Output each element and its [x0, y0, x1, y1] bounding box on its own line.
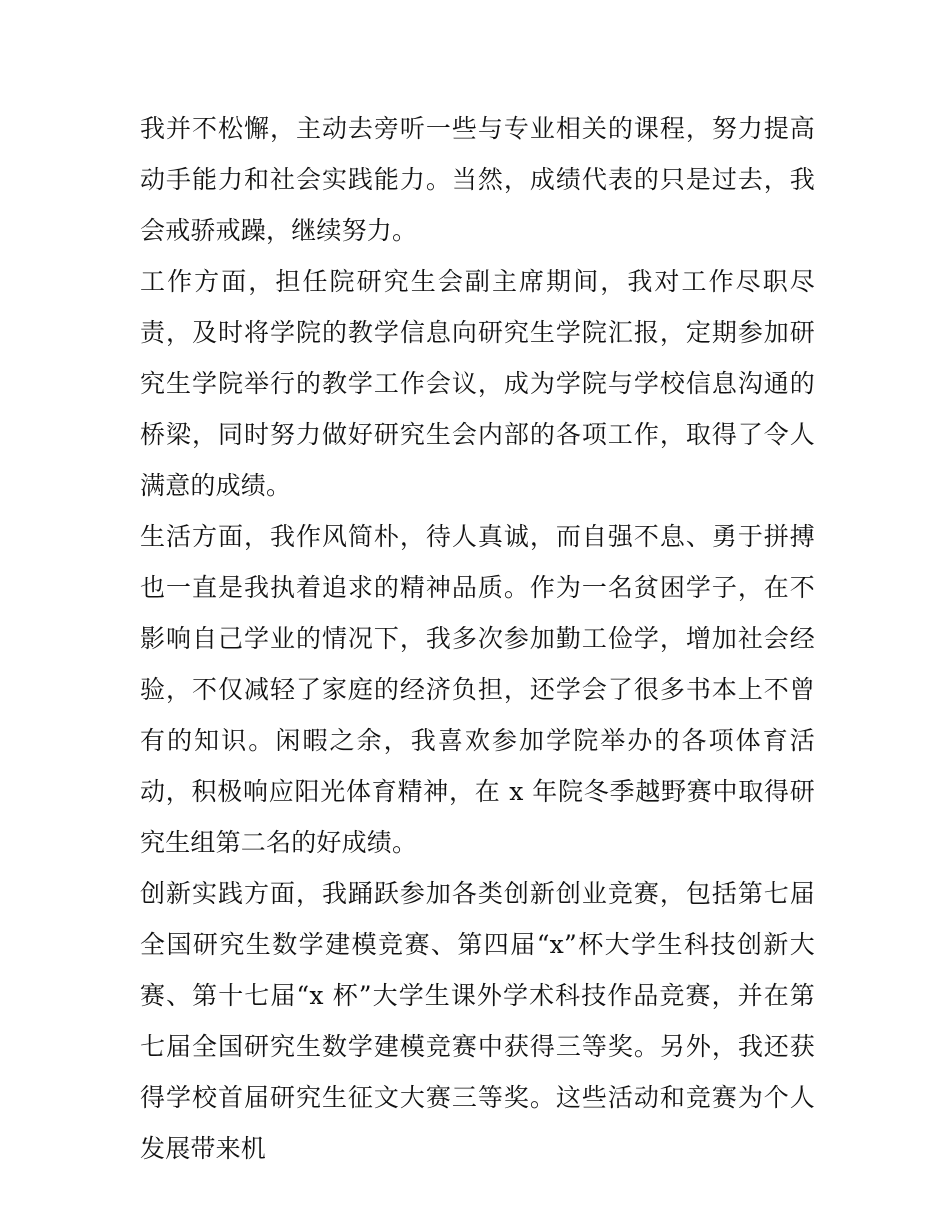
paragraph-study: 我并不松懈，主动去旁听一些与专业相关的课程，努力提高动手能力和社会实践能力。当然，成绩代表的只是过去，我会戒骄戒躁，继续努力。 [140, 114, 815, 245]
paragraph-life: 生活方面，我作风简朴，待人真诚，而自强不息、勇于拼搏也一直是我执着追求的精神品质。作为一名贫困学子，在不影响自己学业的情况下，我多次参加勤工俭学，增加社会经验，不仅减轻了家庭的经济负担，还学会了很多书本上不曾有的知识。闲暇之余，我喜欢参加学院举办的各项体育活动，积极响应阳光体育精神，在 x 年院冬季越野赛中取得研究生组第二名的好成绩。 [140, 522, 815, 857]
document-body [140, 103, 815, 1174]
paragraph-work: 工作方面，担任院研究生会副主席期间，我对工作尽职尽责，及时将学院的教学信息向研究生学院汇报，定期参加研究生学院举行的教学工作会议，成为学院与学校信息沟通的桥梁，同时努力做好研究生会内部的各项工作，取得了令人满意的成绩。 [140, 267, 815, 500]
paragraph-innovation: 创新实践方面，我踊跃参加各类创新创业竞赛，包括第七届全国研究生数学建模竞赛、第四届“x”杯大学生科技创新大赛、第十七届“x 杯”大学生课外学术科技作品竞赛，并在第七届全国研究生数学建模竞赛中获得三等奖。另外，我还获得学校首届研究生征文大赛三等奖。这些活动和竞赛为个人发展带来机 [140, 879, 815, 1163]
